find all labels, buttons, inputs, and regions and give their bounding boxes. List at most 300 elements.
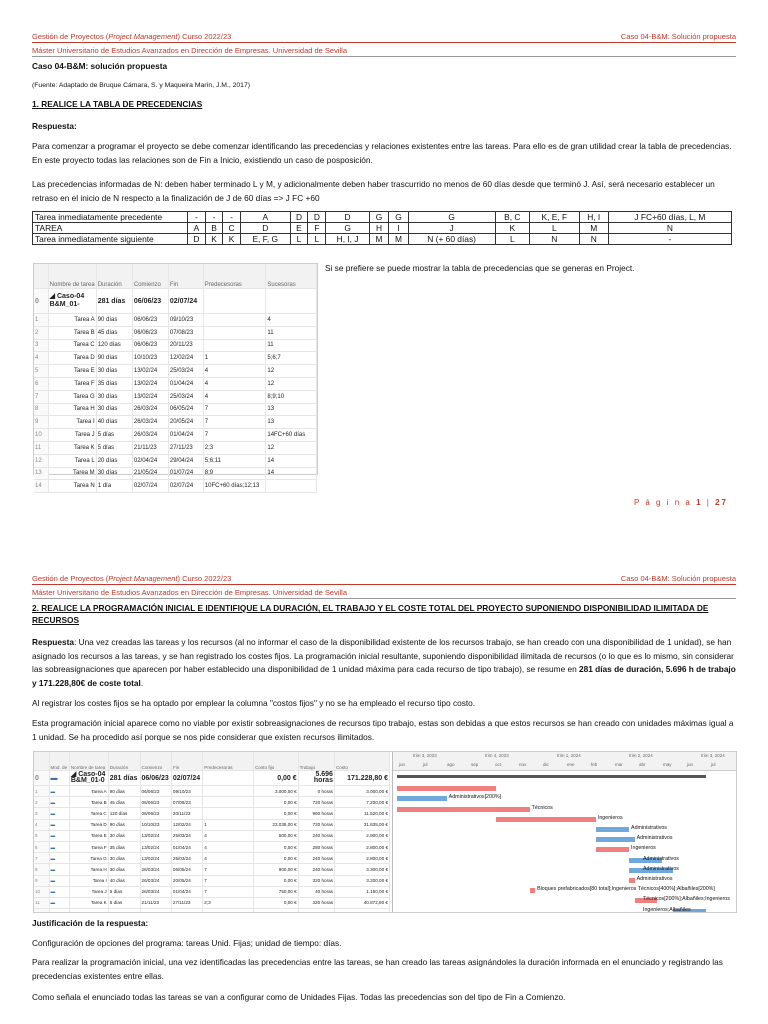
task-cell: 02/04/24 bbox=[132, 454, 168, 467]
task-cell: 21/11/23 bbox=[132, 441, 168, 454]
column-header: Nombre de tarea bbox=[69, 752, 108, 771]
task-cell: 5 días bbox=[108, 897, 140, 908]
task-row[interactable] bbox=[34, 480, 317, 493]
task-cell: 06/06/23 bbox=[140, 808, 171, 819]
task-cell: 4 bbox=[203, 853, 254, 864]
precedence-cell: D bbox=[290, 212, 308, 223]
summary-cell bbox=[203, 289, 266, 314]
precedence-cell: G bbox=[326, 223, 370, 234]
task-cell: 0,00 € bbox=[254, 797, 299, 808]
task-cell: 11 bbox=[34, 441, 48, 454]
column-header: Sucesoras bbox=[266, 264, 317, 289]
justification-title: Justificación de la respuesta: bbox=[32, 918, 149, 928]
task-mode-icon: ▬ bbox=[49, 797, 69, 808]
task-cell: 25/03/24 bbox=[171, 830, 202, 841]
column-header: Mod. de bbox=[49, 752, 69, 771]
summary-cell: 171.228,80 € bbox=[334, 771, 389, 786]
task-cell: 240 horas bbox=[298, 864, 334, 875]
task-cell: 07/08/23 bbox=[171, 797, 202, 808]
justification-2: Para realizar la programación inicial, una vez identificadas las precedencias entre las tareas, se han creado las tareas asignándoles la duración informada en el enunciado y registrando las precedencias existentes entre ellas. bbox=[32, 957, 723, 981]
precedence-cell: G bbox=[408, 212, 495, 223]
task-cell: Tarea L bbox=[48, 454, 96, 467]
precedence-cell: M bbox=[389, 234, 408, 245]
precedence-cell: L bbox=[495, 234, 529, 245]
task-cell: 3.000,00 € bbox=[254, 786, 299, 797]
precedence-cell: L bbox=[290, 234, 308, 245]
gantt-month-label: ago bbox=[447, 762, 455, 767]
summary-row bbox=[34, 771, 390, 786]
task-cell: Tarea I bbox=[48, 416, 96, 429]
precedence-cell: J bbox=[408, 223, 495, 234]
task-cell: 8;9 bbox=[203, 467, 266, 480]
task-cell: 12 bbox=[34, 454, 48, 467]
task-cell: Tarea J bbox=[48, 429, 96, 442]
precedence-cell: A bbox=[240, 212, 290, 223]
task-row[interactable] bbox=[34, 786, 390, 797]
task-row[interactable] bbox=[34, 897, 390, 908]
task-cell: 0,00 € bbox=[254, 841, 299, 852]
task-cell: 3.200,00 € bbox=[334, 875, 389, 886]
task-cell: 11 bbox=[266, 326, 317, 339]
task-row[interactable] bbox=[34, 875, 390, 886]
task-cell: 8 bbox=[34, 403, 48, 416]
project-cost-grid bbox=[34, 752, 390, 913]
task-row[interactable] bbox=[34, 403, 317, 416]
task-cell: 11 bbox=[266, 339, 317, 352]
gantt-task-bar[interactable] bbox=[397, 786, 496, 791]
summary-cell: 0 bbox=[34, 289, 48, 314]
task-cell: 0,00 € bbox=[254, 897, 299, 908]
gantt-task-bar[interactable] bbox=[530, 888, 536, 893]
summary-row bbox=[34, 289, 317, 314]
column-header: Duración bbox=[108, 752, 140, 771]
column-header: Costo bbox=[334, 752, 389, 771]
task-cell: 320 horas bbox=[298, 897, 334, 908]
task-cell: 8;9;10 bbox=[266, 390, 317, 403]
task-cell: 07/08/23 bbox=[168, 326, 203, 339]
task-cell: 0,00 € bbox=[254, 808, 299, 819]
task-cell: 7 bbox=[203, 875, 254, 886]
task-cell: Tarea D bbox=[48, 352, 96, 365]
project-note: Si se prefiere se puede mostrar la tabla de precedencias que se generas en Project. bbox=[325, 263, 635, 273]
task-cell bbox=[108, 909, 140, 913]
summary-cell bbox=[203, 771, 254, 786]
task-cell: 10FC+60 días;12;13 bbox=[203, 480, 266, 493]
task-cell bbox=[334, 909, 389, 913]
gantt-resource-label: Administrativos bbox=[636, 876, 673, 882]
page1-header-left-2: Máster Universitario de Estudios Avanzados en Dirección de Empresas. Universidad de Sevilla bbox=[32, 46, 348, 55]
page2-header-right: Caso 04-B&M: Solución propuesta bbox=[620, 574, 736, 583]
page1-header-rule bbox=[32, 42, 736, 43]
task-row[interactable] bbox=[34, 416, 317, 429]
task-mode-icon: ▬ bbox=[49, 819, 69, 830]
task-cell: Tarea K bbox=[48, 441, 96, 454]
task-cell bbox=[140, 909, 171, 913]
task-cell: 1 bbox=[34, 786, 49, 797]
task-cell: 240 horas bbox=[298, 853, 334, 864]
task-cell: 11 bbox=[34, 897, 49, 908]
task-cell bbox=[203, 786, 254, 797]
task-cell: 5;6;11 bbox=[203, 454, 266, 467]
precedence-cell: L bbox=[308, 234, 326, 245]
task-row[interactable] bbox=[34, 841, 390, 852]
task-cell: 7 bbox=[203, 864, 254, 875]
task-cell: Tarea A bbox=[48, 314, 96, 327]
task-cell: 20/11/23 bbox=[168, 339, 203, 352]
task-cell: 2;3 bbox=[203, 441, 266, 454]
task-cell: 90 días bbox=[96, 314, 132, 327]
task-cell bbox=[203, 326, 266, 339]
task-cell: 01/04/24 bbox=[168, 377, 203, 390]
task-cell: 30 días bbox=[96, 390, 132, 403]
gantt-resource-label: Ingenieros;Albañiles bbox=[643, 906, 691, 913]
task-cell: 3 bbox=[34, 808, 49, 819]
gantt-bars bbox=[393, 770, 737, 912]
page-number-footer: P á g i n a 1 | 27 bbox=[633, 498, 728, 507]
precedence-cell: K, E, F bbox=[530, 212, 580, 223]
precedence-cell: E bbox=[290, 223, 308, 234]
task-cell: 750,00 € bbox=[254, 886, 299, 897]
task-row[interactable] bbox=[34, 886, 390, 897]
task-cell: 6 bbox=[34, 841, 49, 852]
task-cell: 30 días bbox=[108, 830, 140, 841]
precedence-cell: D bbox=[308, 212, 326, 223]
task-cell: 06/06/23 bbox=[140, 786, 171, 797]
gantt-month-label: sep bbox=[471, 762, 479, 767]
task-cell: 720 horas bbox=[298, 819, 334, 830]
gantt-quarter-label: trim 2, 2024 bbox=[629, 753, 653, 758]
gantt-month-label: nov bbox=[519, 762, 527, 767]
task-cell: 26/03/24 bbox=[132, 403, 168, 416]
gantt-task-bar[interactable] bbox=[596, 827, 629, 832]
precedence-cell: G bbox=[369, 212, 388, 223]
task-cell bbox=[69, 909, 108, 913]
precedence-cell: M bbox=[579, 223, 608, 234]
gantt-quarter-label: trim 3, 2024 bbox=[701, 753, 725, 758]
task-cell: Tarea E bbox=[69, 830, 108, 841]
task-cell: 45 días bbox=[96, 326, 132, 339]
doc-title: Caso 04-B&M: solución propuesta bbox=[32, 61, 168, 71]
precedence-row bbox=[33, 223, 732, 234]
precedence-cell: I bbox=[389, 223, 408, 234]
task-cell: 20 días bbox=[96, 454, 132, 467]
task-cell: 35 días bbox=[96, 377, 132, 390]
task-cell: 7 bbox=[203, 886, 254, 897]
gantt-task-bar[interactable] bbox=[397, 807, 530, 812]
task-row[interactable] bbox=[34, 864, 390, 875]
gantt-month-label: dic bbox=[543, 762, 549, 767]
task-cell: 01/04/24 bbox=[171, 841, 202, 852]
task-cell: 4 bbox=[203, 830, 254, 841]
task-cell: 4 bbox=[203, 841, 254, 852]
gantt-month-label: jun bbox=[399, 762, 406, 767]
task-cell: Tarea I bbox=[69, 875, 108, 886]
task-cell: 26/03/24 bbox=[132, 416, 168, 429]
task-cell: 13/02/24 bbox=[132, 390, 168, 403]
task-mode-icon: ▬ bbox=[49, 808, 69, 819]
task-cell: 240 horas bbox=[298, 830, 334, 841]
section-2-heading: 2. REALICE LA PROGRAMACIÓN INICIAL E IDENTIFIQUE LA DURACIÓN, EL TRABAJO Y EL COSTE TOTAL DEL PROYECTO SUPONIENDO DISPONIBILIDAD ILIMITADA DE RECURSOS bbox=[32, 603, 709, 625]
task-cell: 4 bbox=[203, 377, 266, 390]
precedence-cell: N bbox=[530, 234, 580, 245]
task-cell: 12 bbox=[266, 377, 317, 390]
task-cell: 26/03/24 bbox=[140, 875, 171, 886]
task-cell: 500,00 € bbox=[254, 830, 299, 841]
task-cell: 10 bbox=[34, 429, 48, 442]
gantt-task-bar[interactable] bbox=[596, 837, 635, 842]
task-cell bbox=[298, 909, 334, 913]
task-cell: 01/07/24 bbox=[168, 467, 203, 480]
task-cell: 30 días bbox=[96, 365, 132, 378]
task-cell: Tarea D bbox=[69, 819, 108, 830]
task-cell: 13/02/24 bbox=[140, 830, 171, 841]
gantt-resource-label: Administrativos bbox=[643, 865, 679, 872]
task-cell: Tarea A bbox=[69, 786, 108, 797]
task-cell bbox=[203, 339, 266, 352]
task-cell: 280 horas bbox=[298, 841, 334, 852]
task-row[interactable] bbox=[34, 326, 317, 339]
task-cell: 40.872,80 € bbox=[334, 897, 389, 908]
gantt-resource-label: Administrativos bbox=[631, 825, 667, 831]
column-header: Nombre de tarea bbox=[48, 264, 96, 289]
task-cell: 12/02/24 bbox=[171, 819, 202, 830]
precedence-cell: K bbox=[205, 234, 222, 245]
precedence-cell: F bbox=[308, 223, 326, 234]
precedence-cell: A bbox=[188, 223, 206, 234]
task-cell bbox=[203, 808, 254, 819]
precedence-cell: N (+ 60 días) bbox=[408, 234, 495, 245]
gantt-month-label: jun bbox=[687, 762, 694, 767]
task-cell: 30 días bbox=[108, 853, 140, 864]
task-cell: 10/10/23 bbox=[132, 352, 168, 365]
gantt-month-label: abr bbox=[639, 762, 646, 767]
task-cell: 2.800,00 € bbox=[334, 841, 389, 852]
precedence-cell: K bbox=[495, 223, 529, 234]
precedence-cell: D bbox=[188, 234, 206, 245]
task-cell: 35 días bbox=[108, 841, 140, 852]
task-cell: 23.035,00 € bbox=[254, 819, 299, 830]
task-cell: 21/11/23 bbox=[140, 897, 171, 908]
task-row[interactable] bbox=[34, 377, 317, 390]
task-cell: 06/05/24 bbox=[171, 864, 202, 875]
task-cell: 7.200,00 € bbox=[334, 797, 389, 808]
task-row[interactable] bbox=[34, 441, 317, 454]
task-cell: 30 días bbox=[108, 864, 140, 875]
section-2-paragraph-3: Esta programación inicial aparece como no viable por existir sobreasignaciones de recursos tipo trabajo, estas son debidas a que estos recursos se han creado con unidades máximas igual a 1 unidad. Se ha procedido así porque se nos pide considerar que existen recursos ilimitados. bbox=[32, 718, 734, 742]
task-cell: 0,00 € bbox=[254, 875, 299, 886]
task-cell: 13 bbox=[34, 467, 48, 480]
task-row[interactable] bbox=[34, 808, 390, 819]
task-cell: 20/11/23 bbox=[171, 808, 202, 819]
task-cell: 9 bbox=[34, 416, 48, 429]
summary-cell: 02/07/24 bbox=[171, 771, 202, 786]
task-cell: 10/10/23 bbox=[140, 819, 171, 830]
task-cell: Tarea M bbox=[48, 467, 96, 480]
task-row[interactable] bbox=[34, 390, 317, 403]
summary-cell: 281 días bbox=[96, 289, 132, 314]
task-cell: 90 días bbox=[108, 786, 140, 797]
task-cell: 12 bbox=[266, 441, 317, 454]
task-row[interactable] bbox=[34, 339, 317, 352]
column-header: Duración bbox=[96, 264, 132, 289]
task-cell: 120 días bbox=[96, 339, 132, 352]
column-header: Fin bbox=[171, 752, 202, 771]
task-cell: 4 bbox=[203, 365, 266, 378]
task-cell: 3 bbox=[34, 339, 48, 352]
task-cell: Tarea B bbox=[48, 326, 96, 339]
task-cell: 27/11/23 bbox=[171, 897, 202, 908]
precedence-cell: K bbox=[223, 234, 241, 245]
task-cell: 26/03/24 bbox=[132, 429, 168, 442]
page2-header-left-2: Máster Universitario de Estudios Avanzados en Dirección de Empresas. Universidad de Sevilla bbox=[32, 588, 348, 597]
task-cell: 12/02/24 bbox=[168, 352, 203, 365]
section-2-paragraph-2: Al registrar los costes fijos se ha optado por emplear la columna "costos fijos" y no se ha empleado el recurso tipo costo. bbox=[32, 698, 476, 708]
task-cell: Tarea C bbox=[69, 808, 108, 819]
gantt-quarter-label: trim 4, 2023 bbox=[485, 753, 509, 758]
task-cell: 02/07/24 bbox=[132, 480, 168, 493]
task-cell: 7 bbox=[203, 403, 266, 416]
task-row[interactable] bbox=[34, 853, 390, 864]
task-cell: 5 días bbox=[108, 886, 140, 897]
task-row[interactable] bbox=[34, 352, 317, 365]
precedence-cell: G bbox=[389, 212, 408, 223]
precedence-cell: - bbox=[608, 234, 731, 245]
task-row[interactable] bbox=[34, 830, 390, 841]
task-row[interactable] bbox=[34, 454, 317, 467]
task-cell bbox=[254, 909, 299, 913]
summary-cell: ◢ Caso-04 B&M_01- bbox=[48, 289, 96, 314]
precedence-row-label: Tarea inmediatamente precedente bbox=[33, 212, 188, 223]
precedence-cell: H, I, J bbox=[326, 234, 370, 245]
precedence-cell: B, C bbox=[495, 212, 529, 223]
task-row[interactable] bbox=[34, 467, 317, 480]
task-row[interactable] bbox=[34, 819, 390, 830]
gantt-task-bar[interactable] bbox=[496, 817, 595, 822]
task-mode-icon: ▬ bbox=[49, 771, 69, 786]
column-header: Predecesoras bbox=[203, 264, 266, 289]
justification-3: Como señala el enunciado todas las tareas se van a configurar como de Unidades Fijas. Todas las precedencias son del tipo de Fin a Comienzo. bbox=[32, 992, 566, 1002]
task-row[interactable] bbox=[34, 365, 317, 378]
gantt-month-label: ene bbox=[567, 762, 575, 767]
task-cell: 1 bbox=[203, 352, 266, 365]
task-row[interactable] bbox=[34, 797, 390, 808]
task-cell: 06/06/23 bbox=[132, 314, 168, 327]
task-cell: 14 bbox=[34, 480, 48, 493]
column-header: Predecesoras bbox=[203, 752, 254, 771]
task-cell: 45 días bbox=[108, 797, 140, 808]
task-cell: 120 días bbox=[108, 808, 140, 819]
task-cell: 720 horas bbox=[298, 797, 334, 808]
task-cell: Tarea G bbox=[48, 390, 96, 403]
precedence-cell: - bbox=[188, 212, 206, 223]
task-mode-icon: ▬ bbox=[49, 864, 69, 875]
precedence-cell: E, F, G bbox=[240, 234, 290, 245]
task-cell: 13/02/24 bbox=[132, 377, 168, 390]
task-cell: 26/03/24 bbox=[140, 886, 171, 897]
task-cell: 06/05/24 bbox=[168, 403, 203, 416]
gantt-task-bar[interactable] bbox=[596, 847, 629, 852]
task-cell bbox=[171, 909, 202, 913]
task-cell: 11.520,00 € bbox=[334, 808, 389, 819]
gantt-resource-label: Técnicos bbox=[531, 804, 553, 811]
task-cell: Tarea C bbox=[48, 339, 96, 352]
task-cell: 01/04/24 bbox=[171, 886, 202, 897]
task-cell: 06/06/23 bbox=[140, 797, 171, 808]
summary-cell: 06/06/23 bbox=[132, 289, 168, 314]
task-cell: 900,00 € bbox=[254, 864, 299, 875]
column-header: Comienzo bbox=[132, 264, 168, 289]
task-mode-icon: ▬ bbox=[49, 875, 69, 886]
task-cell: 26/03/24 bbox=[140, 864, 171, 875]
task-cell bbox=[203, 314, 266, 327]
project-task-table bbox=[33, 263, 318, 490]
precedence-cell: H, I bbox=[579, 212, 608, 223]
task-cell: Tarea J bbox=[69, 886, 108, 897]
task-cell: Tarea F bbox=[69, 841, 108, 852]
gantt-month-label: mar bbox=[615, 762, 623, 767]
task-row[interactable] bbox=[34, 909, 390, 913]
gantt-resource-label: Bloques prefabricados[80 total];Ingenieros Técnicos[400%];Albañiles[200%] bbox=[537, 886, 715, 893]
gantt-task-bar[interactable] bbox=[629, 878, 635, 883]
task-mode-icon: ▬ bbox=[49, 841, 69, 852]
task-cell: 4 bbox=[34, 819, 49, 830]
task-cell: 09/10/23 bbox=[168, 314, 203, 327]
gantt-chart bbox=[392, 752, 737, 912]
gantt-quarter-label: trim 1, 2024 bbox=[557, 753, 581, 758]
precedence-cell: J FC+60 días, L, M bbox=[608, 212, 731, 223]
task-cell: 4 bbox=[203, 390, 266, 403]
gantt-summary-bar bbox=[397, 775, 706, 778]
gantt-month-label: jul bbox=[711, 762, 716, 767]
task-row[interactable] bbox=[34, 314, 317, 327]
task-cell: 25/03/24 bbox=[168, 390, 203, 403]
task-cell bbox=[266, 480, 317, 493]
gantt-resource-label: Técnicos[200%];Albañiles;Ingenieros bbox=[643, 896, 730, 903]
task-cell: 13/02/24 bbox=[140, 853, 171, 864]
summary-cell: 06/06/23 bbox=[140, 771, 171, 786]
task-cell bbox=[34, 909, 49, 913]
precedence-cell: - bbox=[223, 212, 241, 223]
gantt-task-bar[interactable] bbox=[397, 796, 447, 801]
task-cell: 2 bbox=[34, 326, 48, 339]
project-task-grid bbox=[34, 264, 317, 493]
gantt-month-label: oct bbox=[495, 762, 502, 767]
task-mode-icon: ▬ bbox=[49, 853, 69, 864]
task-cell: 3.000,00 € bbox=[334, 786, 389, 797]
column-header bbox=[34, 264, 48, 289]
task-cell: 5 bbox=[34, 830, 49, 841]
task-cell: 14 bbox=[266, 454, 317, 467]
task-cell: 13/02/24 bbox=[132, 365, 168, 378]
precedence-cell: L bbox=[530, 223, 580, 234]
task-cell: 06/06/23 bbox=[132, 326, 168, 339]
gantt-quarter-label: trim 3, 2023 bbox=[413, 753, 437, 758]
task-cell: 1.150,00 € bbox=[334, 886, 389, 897]
precedence-cell: D bbox=[326, 212, 370, 223]
precedence-cell: D bbox=[240, 223, 290, 234]
task-cell bbox=[203, 797, 254, 808]
task-cell: 2.900,00 € bbox=[334, 830, 389, 841]
task-cell: 8 bbox=[34, 864, 49, 875]
task-row[interactable] bbox=[34, 429, 317, 442]
task-cell: 14FC+60 días bbox=[266, 429, 317, 442]
gantt-resource-label: Administrativos[200%] bbox=[448, 794, 502, 801]
summary-cell: 5.696 horas bbox=[298, 771, 334, 786]
doc-source: (Fuente: Adaptado de Bruque Cámara, S. y Maqueira Marín, J.M., 2017) bbox=[32, 82, 250, 89]
task-cell: 960 horas bbox=[298, 808, 334, 819]
summary-cell bbox=[266, 289, 317, 314]
task-cell: 40 días bbox=[108, 875, 140, 886]
